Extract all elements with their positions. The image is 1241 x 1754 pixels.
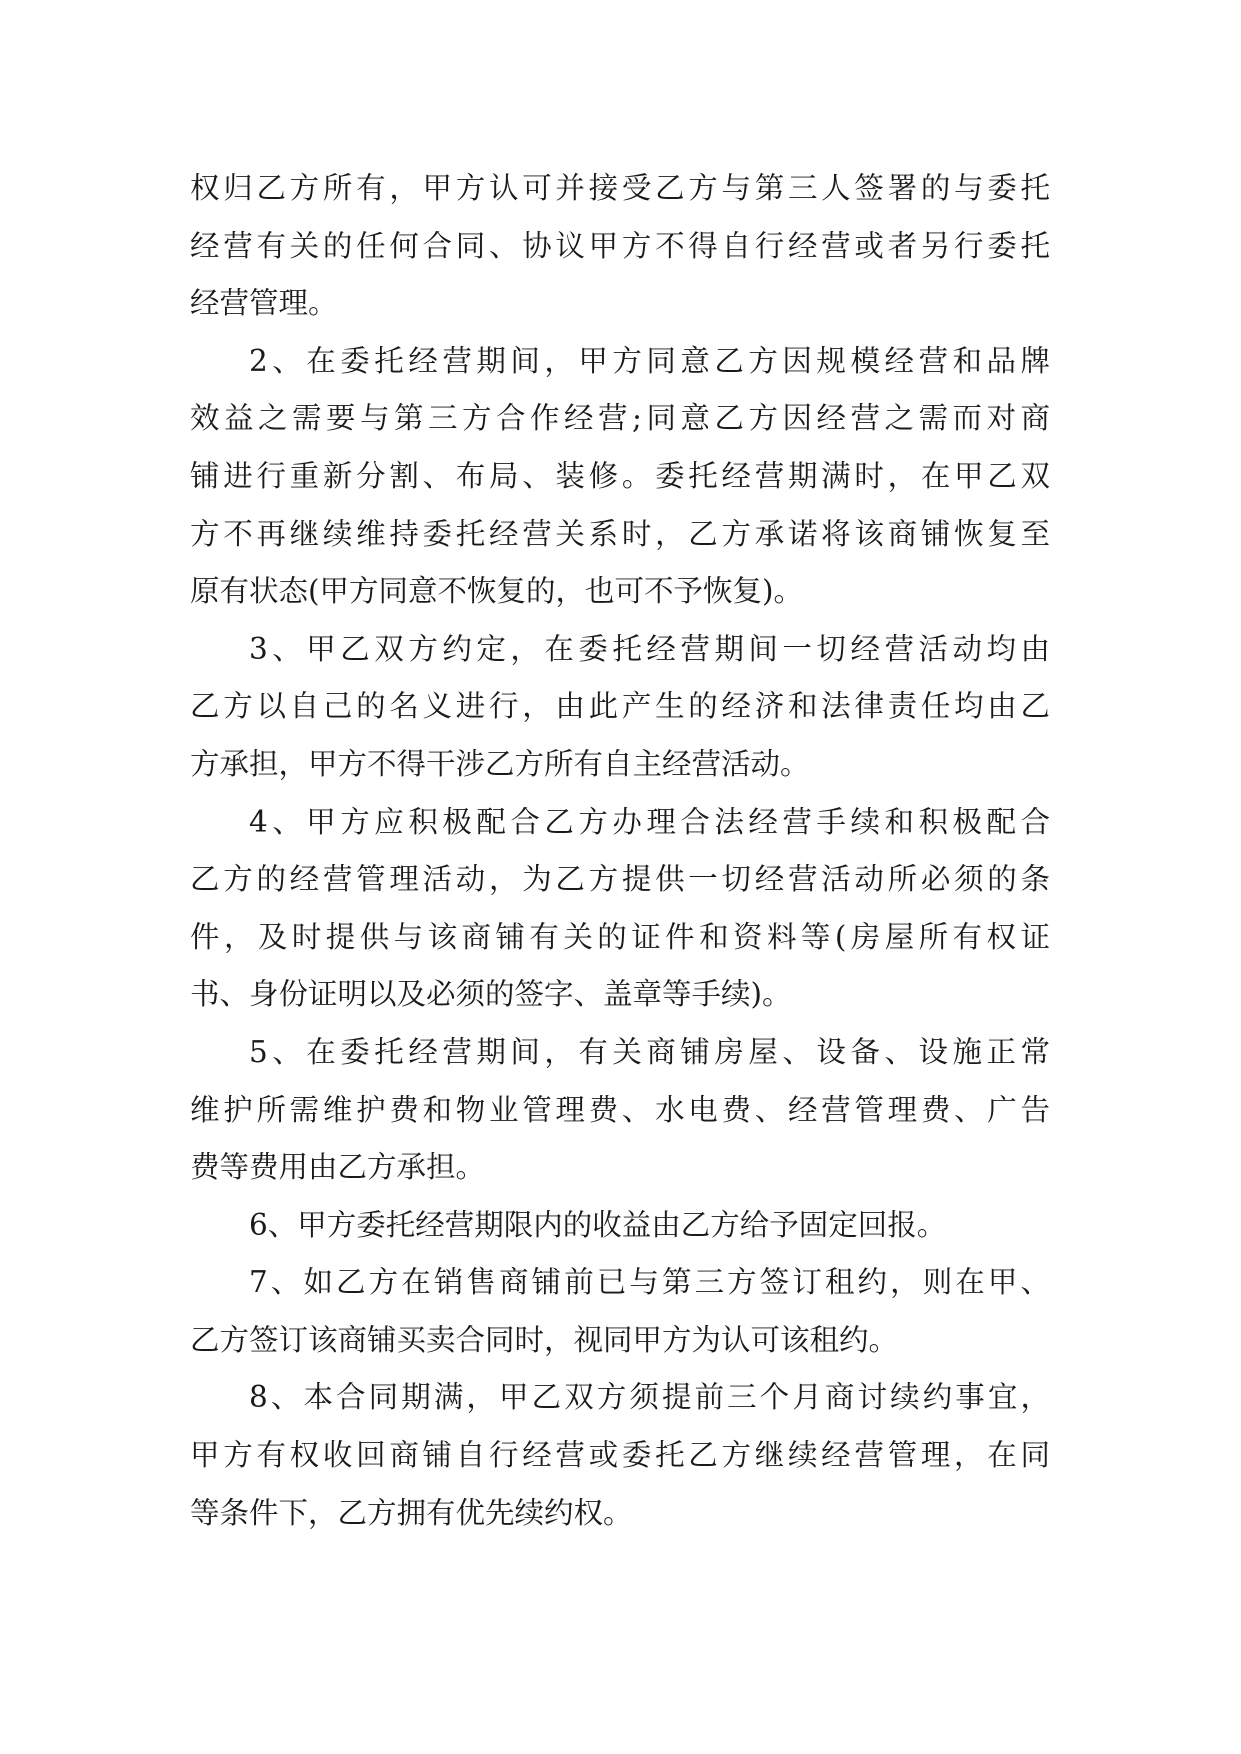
text-line: 铺进行重新分割、布局、装修。委托经营期满时，在甲乙双 (190, 458, 1050, 493)
text-line: 经营管理。 (190, 286, 338, 321)
text-line: 乙方以自己的名义进行，由此产生的经济和法律责任均由乙 (190, 689, 1050, 724)
text-line: 甲方有权收回商铺自行经营或委托乙方继续经营管理，在同 (190, 1438, 1050, 1473)
text-line: 权归乙方所有，甲方认可并接受乙方与第三人签署的与委托 (190, 171, 1050, 205)
text-line: 费等费用由乙方承担。 (190, 1150, 486, 1185)
paragraph-5-line: 5、在委托经营期间，有关商铺房屋、设备、设施正常 (249, 1034, 1050, 1069)
text-line: 方不再继续维持委托经营关系时，乙方承诺将该商铺恢复至 (190, 516, 1050, 551)
text-line: 原有状态(甲方同意不恢复的，也可不予恢复)。 (190, 574, 804, 609)
paragraph-2-line: 2、在委托经营期间，甲方同意乙方因规模经营和品牌 (249, 343, 1050, 378)
text-line: 件，及时提供与该商铺有关的证件和资料等(房屋所有权证 (190, 919, 1050, 954)
text-line: 乙方签订该商铺买卖合同时，视同甲方为认可该租约。 (190, 1322, 899, 1357)
paragraph-3-line: 3、甲乙双方约定，在委托经营期间一切经营活动均由 (249, 631, 1050, 666)
text-line: 方承担，甲方不得干涉乙方所有自主经营活动。 (190, 746, 810, 781)
text-line: 维护所需维护费和物业管理费、水电费、经营管理费、广告 (190, 1092, 1050, 1127)
text-line: 经营有关的任何合同、协议甲方不得自行经营或者另行委托 (190, 228, 1050, 263)
text-line: 等条件下，乙方拥有优先续约权。 (190, 1495, 633, 1530)
paragraph-6-line: 6、甲方委托经营期限内的收益由乙方给予固定回报。 (249, 1207, 947, 1242)
paragraph-7-line: 7、如乙方在销售商铺前已与第三方签订租约，则在甲、 (249, 1265, 1050, 1300)
paragraph-4-line: 4、甲方应积极配合乙方办理合法经营手续和积极配合 (249, 804, 1050, 839)
text-line: 效益之需要与第三方合作经营;同意乙方因经营之需而对商 (190, 401, 1050, 436)
paragraph-8-line: 8、本合同期满，甲乙双方须提前三个月商讨续约事宜， (249, 1380, 1050, 1415)
document-body (190, 160, 1050, 1542)
text-line: 书、身份证明以及必须的签字、盖章等手续)。 (190, 977, 792, 1012)
text-line: 乙方的经营管理活动，为乙方提供一切经营活动所必须的条 (190, 862, 1050, 897)
